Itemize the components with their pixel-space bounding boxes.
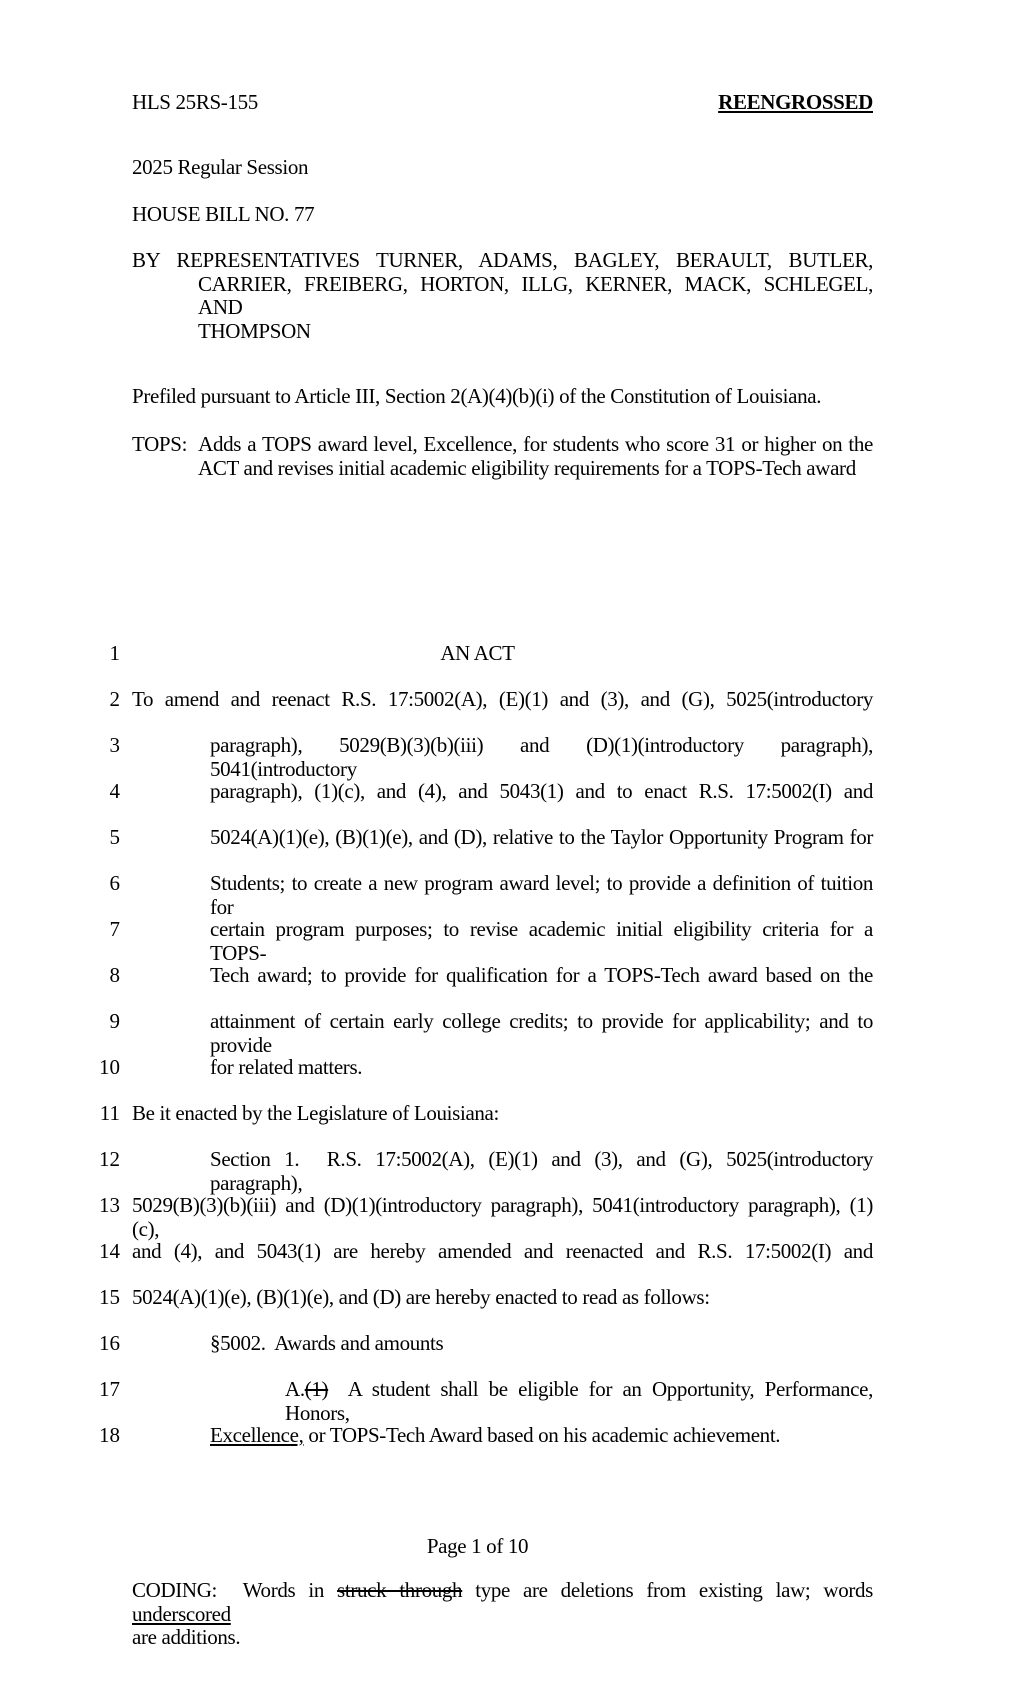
line-number: 6 [109, 871, 120, 895]
bill-line [99, 1193, 873, 1241]
line-text [132, 687, 873, 711]
line-text [132, 825, 873, 849]
text-segment: To amend and reenact R.S. 17:5002(A), (E)(1) and (3), and (G), 5025(introductory [132, 687, 873, 711]
bill-line [109, 641, 873, 687]
line-text [132, 1331, 873, 1355]
line-number: 3 [109, 733, 120, 757]
line-text [132, 1101, 873, 1125]
line-number: 5 [109, 825, 120, 849]
bill-line [109, 733, 873, 781]
line-text [132, 1285, 873, 1309]
text-segment: ACT and revises initial academic eligibility requirements for a TOPS-Tech award [198, 455, 856, 480]
bill-instrument-number: HLS 25RS-155 [132, 90, 258, 114]
bill-body-lines [99, 641, 873, 1469]
text-segment: are additions. [132, 1625, 241, 1649]
bill-line [99, 1055, 873, 1101]
text-segment: 5029(B)(3)(b)(iii) and (D)(1)(introductory paragraph), 5041(introductory paragraph), (1)(c), [132, 1193, 873, 1241]
line-text [132, 871, 873, 919]
text-segment: Students; to create a new program award level; to provide a definition of tuition for [210, 871, 873, 919]
deleted-text: struck through [337, 1578, 463, 1602]
line-text [132, 1009, 873, 1057]
line-text [132, 1147, 873, 1195]
authors-line [132, 249, 873, 273]
bill-line [109, 963, 873, 1009]
text-segment: AN ACT [440, 641, 515, 665]
abstract-block [132, 433, 873, 480]
bill-line [99, 1331, 873, 1377]
text-segment: A. [285, 1377, 305, 1401]
authors-block [132, 249, 873, 343]
text-segment: certain program purposes; to revise academic initial eligibility criteria for a TOPS- [210, 917, 873, 965]
text-segment: attainment of certain early college credits; to provide for applicability; and to provide [210, 1009, 873, 1057]
coding-line [132, 1626, 873, 1650]
text-segment: §5002. Awards and amounts [210, 1331, 444, 1355]
text-segment: paragraph), (1)(c), and (4), and 5043(1) and to enact R.S. 17:5002(I) and [210, 779, 873, 803]
document-header [132, 90, 873, 114]
line-text [132, 641, 873, 665]
text-segment: for related matters. [210, 1055, 363, 1079]
text-segment: TOPS: Adds a TOPS award level, Excellence, for students who score 31 or higher on the [132, 432, 873, 456]
line-number: 10 [99, 1055, 120, 1079]
line-text [132, 1377, 873, 1425]
line-text [132, 917, 873, 965]
prefiled-line: Prefiled pursuant to Article III, Section 2(A)(4)(b)(i) of the Constitution of Louisiana. [132, 384, 822, 408]
authors-line [132, 273, 873, 320]
line-number: 18 [99, 1423, 120, 1447]
text-segment: THOMPSON [198, 318, 311, 343]
bill-line [109, 687, 873, 733]
line-text [132, 1193, 873, 1241]
line-number: 14 [99, 1239, 120, 1263]
text-segment: BY REPRESENTATIVES TURNER, ADAMS, BAGLEY, BERAULT, BUTLER, [132, 248, 873, 272]
bill-line [99, 1423, 873, 1469]
bill-line [99, 1377, 873, 1425]
line-number: 1 [109, 641, 120, 665]
text-segment: Section 1. R.S. 17:5002(A), (E)(1) and (3), and (G), 5025(introductory paragraph), [210, 1147, 873, 1195]
bill-line [99, 1147, 873, 1195]
line-number: 16 [99, 1331, 120, 1355]
line-number: 8 [109, 963, 120, 987]
added-text: underscored [132, 1601, 231, 1626]
coding-line [132, 1579, 873, 1626]
line-text [132, 733, 873, 781]
session-line: 2025 Regular Session [132, 155, 309, 179]
bill-line [99, 1239, 873, 1285]
line-number: 2 [109, 687, 120, 711]
authors-line [132, 320, 873, 344]
text-segment: or TOPS-Tech Award based on his academic achievement. [303, 1423, 781, 1447]
text-segment: paragraph), 5029(B)(3)(b)(iii) and (D)(1)(introductory paragraph), 5041(introductory [210, 733, 873, 781]
line-number: 15 [99, 1285, 120, 1309]
text-segment: CODING: Words in [132, 1578, 338, 1602]
bill-line [99, 1101, 873, 1147]
line-number: 12 [99, 1147, 120, 1171]
line-number: 4 [109, 779, 120, 803]
line-text [132, 1423, 873, 1447]
line-text [132, 963, 873, 987]
text-segment: A student shall be eligible for an Opportunity, Performance, Honors, [285, 1377, 873, 1425]
bill-line [109, 779, 873, 825]
deleted-text: (1) [304, 1377, 329, 1401]
bill-line [109, 871, 873, 919]
line-text [132, 779, 873, 803]
line-number: 17 [99, 1377, 120, 1401]
bill-line [109, 917, 873, 965]
line-text [132, 1239, 873, 1263]
text-segment: type are deletions from existing law; words [462, 1578, 873, 1602]
bill-line [99, 1285, 873, 1331]
line-number: 11 [99, 1101, 120, 1125]
bill-number: HOUSE BILL NO. 77 [132, 202, 315, 226]
line-number: 13 [99, 1193, 120, 1217]
text-segment: CARRIER, FREIBERG, HORTON, ILLG, KERNER, MACK, SCHLEGEL, AND [198, 271, 873, 319]
text-segment: 5024(A)(1)(e), (B)(1)(e), and (D), relative to the Taylor Opportunity Program for [210, 825, 873, 849]
text-segment: 5024(A)(1)(e), (B)(1)(e), and (D) are hereby enacted to read as follows: [132, 1285, 710, 1309]
added-text: Excellence, [210, 1423, 304, 1447]
text-segment: Tech award; to provide for qualification for a TOPS-Tech award based on the [210, 963, 873, 987]
reengrossed-status: REENGROSSED [718, 90, 873, 114]
coding-note [132, 1579, 873, 1650]
text-segment: Be it enacted by the Legislature of Louisiana: [132, 1101, 500, 1125]
bill-line [109, 825, 873, 871]
page-number: Page 1 of 10 [426, 1534, 529, 1558]
line-number: 7 [109, 917, 120, 941]
line-text [132, 1055, 873, 1079]
bill-line [109, 1009, 873, 1057]
text-segment: and (4), and 5043(1) are hereby amended and reenacted and R.S. 17:5002(I) and [132, 1239, 873, 1263]
abstract-line [132, 457, 873, 481]
abstract-line [132, 433, 873, 457]
line-number: 9 [109, 1009, 120, 1033]
